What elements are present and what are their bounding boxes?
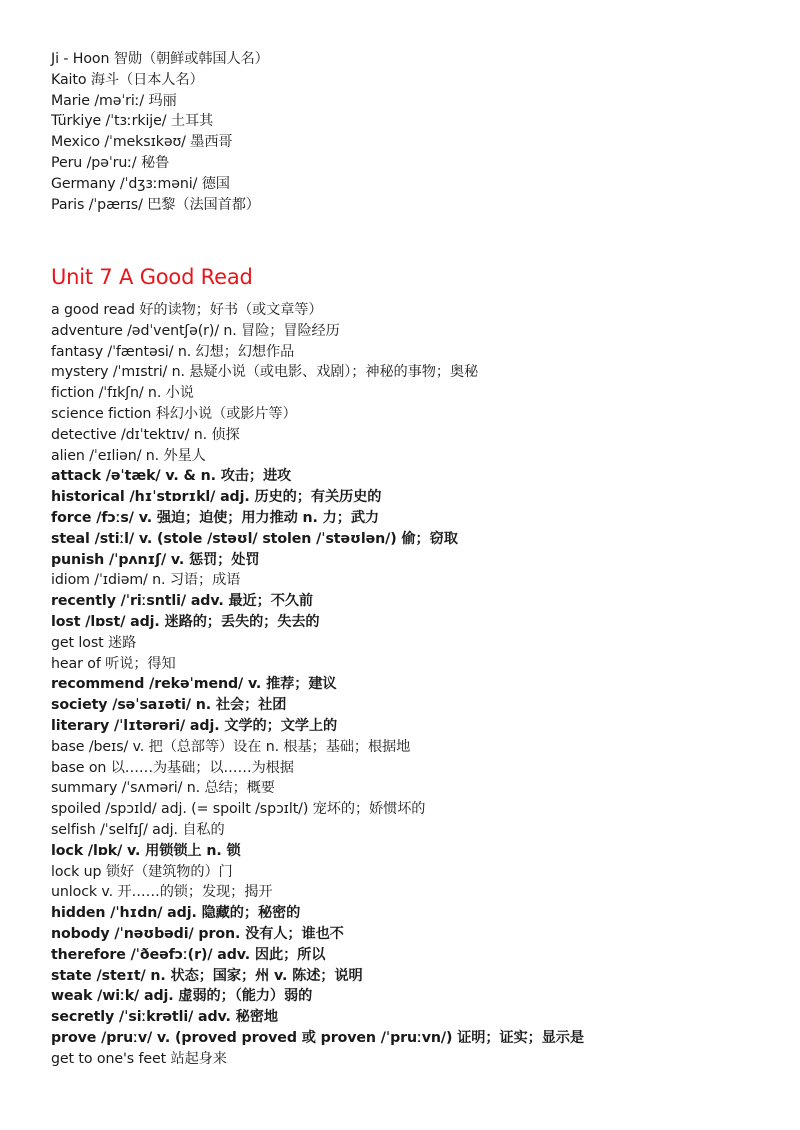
vocab-entry: state /steɪt/ n. 状态；国家；州 v. 陈述；说明 [51, 967, 363, 984]
name-entry: Türkiye /ˈtɜːrkije/ 土耳其 [51, 113, 214, 130]
name-entry: Kaito 海斗（日本人名） [51, 71, 204, 88]
vocab-entry: fiction /ˈfɪkʃn/ n. 小说 [51, 385, 194, 402]
name-entry: Ji - Hoon 智勋（朝鲜或韩国人名） [51, 51, 269, 67]
vocab-entry: prove /pruːv/ v. (proved proved 或 proven /ˈpruːvn/) 证明；证实；显示是 [51, 1029, 584, 1046]
vocab-entry: base on 以……为基础；以……为根据 [51, 759, 294, 776]
vocab-entry: alien /ˈeɪliən/ n. 外星人 [51, 447, 206, 464]
vocab-entry: get lost 迷路 [51, 634, 137, 651]
name-entry: Paris /ˈpærɪs/ 巴黎（法国首都） [51, 196, 260, 213]
vocab-entry: force /fɔːs/ v. 强迫；迫使；用力推动 n. 力；武力 [51, 509, 380, 526]
name-entry: Germany /ˈdʒɜːməni/ 德国 [51, 175, 230, 192]
vocab-entry: selfish /ˈselfɪʃ/ adj. 自私的 [51, 821, 225, 838]
vocab-entry: historical /hɪˈstɒrɪkl/ adj. 历史的；有关历史的 [51, 489, 382, 506]
vocab-entry: fantasy /ˈfæntəsi/ n. 幻想；幻想作品 [51, 343, 295, 360]
vocab-entry: summary /ˈsʌməri/ n. 总结；概要 [51, 780, 275, 797]
vocabulary-list [51, 300, 771, 1069]
vocab-entry: society /səˈsaɪəti/ n. 社会；社团 [51, 697, 287, 714]
vocab-entry: lock up 锁好（建筑物的）门 [51, 863, 233, 880]
vocab-entry: a good read 好的读物；好书（或文章等） [51, 302, 323, 318]
vocab-entry: lost /lɒst/ adj. 迷路的；丢失的；失去的 [51, 613, 320, 630]
vocab-entry: literary /ˈlɪtərəri/ adj. 文学的；文学上的 [51, 717, 338, 734]
name-entry: Marie /məˈriː/ 玛丽 [51, 92, 177, 109]
vocab-entry: base /beɪs/ v. 把（总部等）设在 n. 根基；基础；根据地 [51, 738, 411, 755]
vocab-entry: hidden /ˈhɪdn/ adj. 隐藏的；秘密的 [51, 905, 301, 922]
name-entry: Peru /pəˈruː/ 秘鲁 [51, 154, 170, 171]
vocab-entry: idiom /ˈɪdiəm/ n. 习语；成语 [51, 572, 241, 589]
unit-heading: Unit 7 A Good Read [51, 265, 253, 289]
vocab-entry: weak /wiːk/ adj. 虚弱的；（能力）弱的 [51, 988, 313, 1005]
vocab-entry: get to one's feet 站起身来 [51, 1050, 227, 1067]
vocab-entry: lock /lɒk/ v. 用锁锁上 n. 锁 [51, 842, 241, 859]
vocab-entry: spoiled /spɔɪld/ adj. (= spoilt /spɔɪlt/) 宠坏的；娇惯坏的 [51, 801, 426, 818]
vocab-entry: science fiction 科幻小说（或影片等） [51, 405, 297, 422]
vocab-entry: detective /dɪˈtektɪv/ n. 侦探 [51, 426, 240, 443]
vocab-entry: steal /stiːl/ v. (stole /stəʊl/ stolen /ˈstəʊlən/) 偷；窃取 [51, 530, 458, 547]
vocab-entry: adventure /ədˈventʃə(r)/ n. 冒险；冒险经历 [51, 322, 340, 339]
vocab-entry: secretly /ˈsiːkrətli/ adv. 秘密地 [51, 1009, 278, 1026]
vocab-entry: recently /ˈriːsntli/ adv. 最近；不久前 [51, 593, 313, 610]
names-list [51, 49, 771, 215]
vocab-entry: unlock v. 开……的锁；发现；揭开 [51, 884, 273, 901]
vocab-entry: punish /ˈpʌnɪʃ/ v. 惩罚；处罚 [51, 551, 260, 568]
vocab-entry: nobody /ˈnəʊbədi/ pron. 没有人；谁也不 [51, 925, 344, 942]
vocab-entry: attack /əˈtæk/ v. & n. 攻击；进攻 [51, 468, 292, 485]
vocab-entry: hear of 听说；得知 [51, 655, 176, 672]
vocab-entry: mystery /ˈmɪstri/ n. 悬疑小说（或电影、戏剧）；神秘的事物；奥秘 [51, 364, 479, 381]
vocab-entry: therefore /ˈðeəfɔː(r)/ adv. 因此；所以 [51, 946, 326, 963]
name-entry: Mexico /ˈmeksɪkəʊ/ 墨西哥 [51, 134, 233, 151]
vocab-entry: recommend /rekəˈmend/ v. 推荐；建议 [51, 676, 337, 693]
